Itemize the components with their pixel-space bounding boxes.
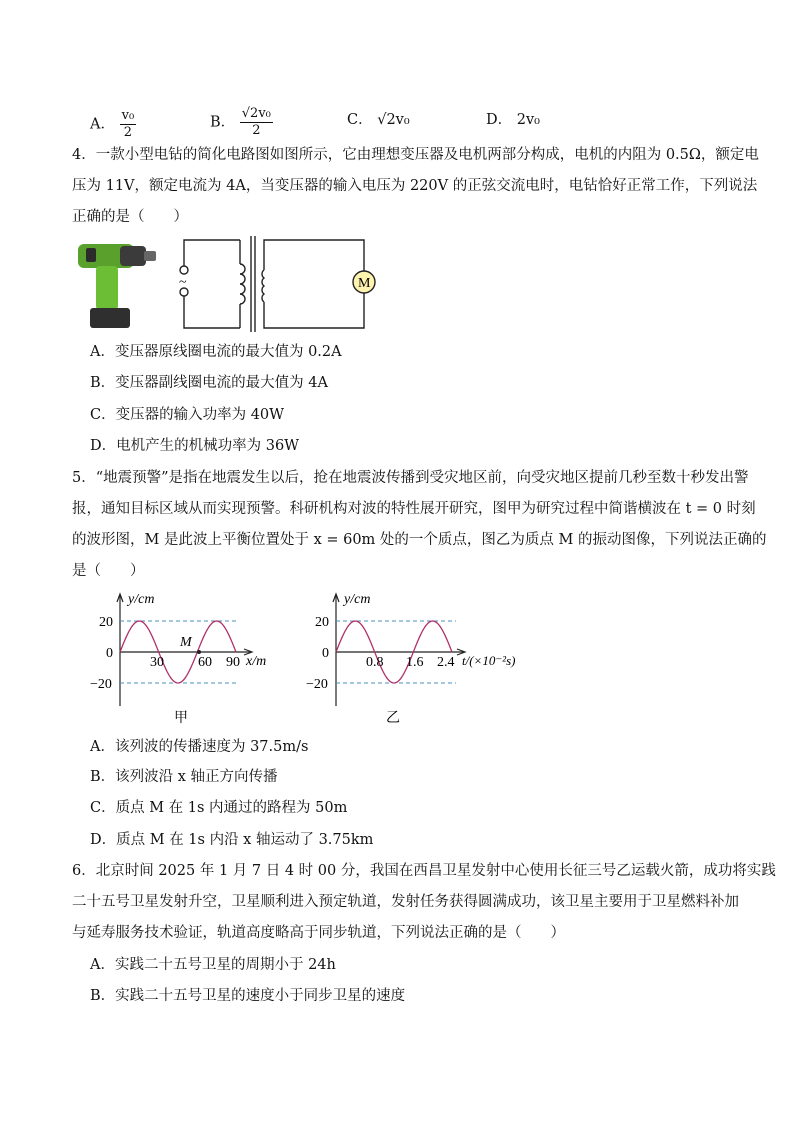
q3-option-b-denominator: 2: [252, 123, 261, 138]
q3-option-a-fraction: [120, 108, 137, 141]
q5-option-c[interactable]: C．质点 M 在 1s 内通过的路程为 50m: [90, 800, 348, 816]
q3-option-c[interactable]: C． √2v₀: [347, 112, 410, 128]
jia-ytick-neg20: −20: [90, 677, 112, 692]
yi-xtick-1-6: 1.6: [406, 655, 424, 670]
q3-option-d[interactable]: D． 2v₀: [486, 112, 540, 128]
jia-ytick-0: 0: [106, 646, 113, 661]
electric-drill-image: [74, 236, 160, 332]
q6-option-a[interactable]: A．实践二十五号卫星的周期小于 24h: [90, 957, 336, 973]
jia-point-m: [197, 650, 201, 654]
jia-point-label: M: [180, 635, 192, 650]
q3-option-c-value: √2v₀: [377, 112, 410, 128]
q5-option-b[interactable]: B．该列波沿 x 轴正方向传播: [90, 769, 278, 785]
q3-option-b[interactable]: B． $\frac{\text{√2v₀}}{2}$: [210, 106, 271, 138]
motor-label: M: [358, 276, 371, 291]
jia-ytick-20: 20: [99, 615, 113, 630]
wave-graph-jia: [86, 588, 286, 728]
q3-option-a-denominator: 2: [123, 125, 133, 140]
jia-xlabel: x/m: [246, 654, 267, 669]
q3-option-a[interactable]: A． $\frac{\text{v₀}}{2}$: [90, 108, 135, 140]
q4-stem-line-3: 正确的是（ ）: [72, 209, 188, 225]
primary-wire: [184, 240, 240, 266]
yi-ylabel: y/cm: [344, 592, 371, 607]
yi-xlabel: t/(×10⁻²s): [462, 653, 516, 668]
vibration-graph-yi: [300, 588, 540, 728]
q5-option-d[interactable]: D．质点 M 在 1s 内沿 x 轴运动了 3.75km: [90, 832, 374, 848]
jia-xtick-30: 30: [150, 655, 164, 670]
q5-stem-line-2: 报，通知目标区域从而实现预警。科研机构对波的特性展开研究，图甲为研究过程中简谐横波在 t = 0 时刻: [72, 501, 756, 517]
q5-option-a[interactable]: A．该列波的传播速度为 37.5m/s: [90, 739, 309, 755]
q6-stem-line-3: 与延寿服务技术验证，轨道高度略高于同步轨道，下列说法正确的是（ ）: [72, 925, 565, 941]
q6-stem-line-1: 6．北京时间 2025 年 1 月 7 日 4 时 00 分，我国在西昌卫星发射中心使用长征三号乙运载火箭，成功将实践: [72, 863, 776, 879]
input-terminal-top: [180, 266, 188, 274]
transformer-circuit-diagram: [174, 232, 394, 336]
q4-option-a[interactable]: A．变压器原线圈电流的最大值为 0.2A: [90, 344, 342, 360]
yi-xtick-0-8: 0.8: [366, 655, 384, 670]
q3-option-b-fraction: [240, 106, 273, 139]
q4-option-b[interactable]: B．变压器副线圈电流的最大值为 4A: [90, 375, 328, 391]
jia-xtick-60: 60: [198, 655, 212, 670]
q3-option-a-numerator: v₀: [121, 108, 135, 123]
ac-symbol: ~: [179, 275, 187, 290]
yi-title: 乙: [386, 711, 400, 726]
q6-stem-line-2: 二十五号卫星发射升空，卫星顺利进入预定轨道，发射任务获得圆满成功，该卫星主要用于卫星燃料补加: [72, 894, 739, 910]
secondary-coil: [262, 270, 264, 302]
q4-option-d[interactable]: D．电机产生的机械功率为 36W: [90, 438, 300, 454]
q4-stem-line-2: 压为 11V，额定电流为 4A，当变压器的输入电压为 220V 的正弦交流电时，电钻恰好正常工作，下列说法: [72, 178, 758, 194]
jia-title: 甲: [174, 711, 188, 726]
q6-option-b[interactable]: B．实践二十五号卫星的速度小于同步卫星的速度: [90, 988, 406, 1004]
q5-stem-line-4: 是（ ）: [72, 563, 145, 579]
q5-stem-line-1: 5．“地震预警”是指在地震发生以后，抢在地震波传播到受灾地区前，向受灾地区提前几秒至数十秒发出警: [72, 470, 749, 486]
q5-stem-line-3: 的波形图，M 是此波上平衡位置处于 x = 60m 处的一个质点，图乙为质点 M 的振动图像，下列说法正确的: [72, 532, 767, 548]
q3-options-row: [90, 100, 730, 140]
q3-option-b-numerator: √2v₀: [241, 106, 271, 121]
q4-option-c[interactable]: C．变压器的输入功率为 40W: [90, 407, 285, 423]
q4-stem-line-1: 4．一款小型电钻的简化电路图如图所示，它由理想变压器及电机两部分构成，电机的内阻为 0.5Ω，额定电: [72, 147, 759, 163]
yi-ytick-0: 0: [322, 646, 329, 661]
primary-coil: [240, 264, 245, 304]
jia-xtick-90: 90: [226, 655, 240, 670]
yi-xtick-2-4: 2.4: [437, 655, 455, 670]
jia-ylabel: y/cm: [128, 592, 155, 607]
yi-ytick-neg20: −20: [306, 677, 328, 692]
yi-ytick-20: 20: [315, 615, 329, 630]
q3-option-d-value: 2v₀: [516, 112, 540, 128]
